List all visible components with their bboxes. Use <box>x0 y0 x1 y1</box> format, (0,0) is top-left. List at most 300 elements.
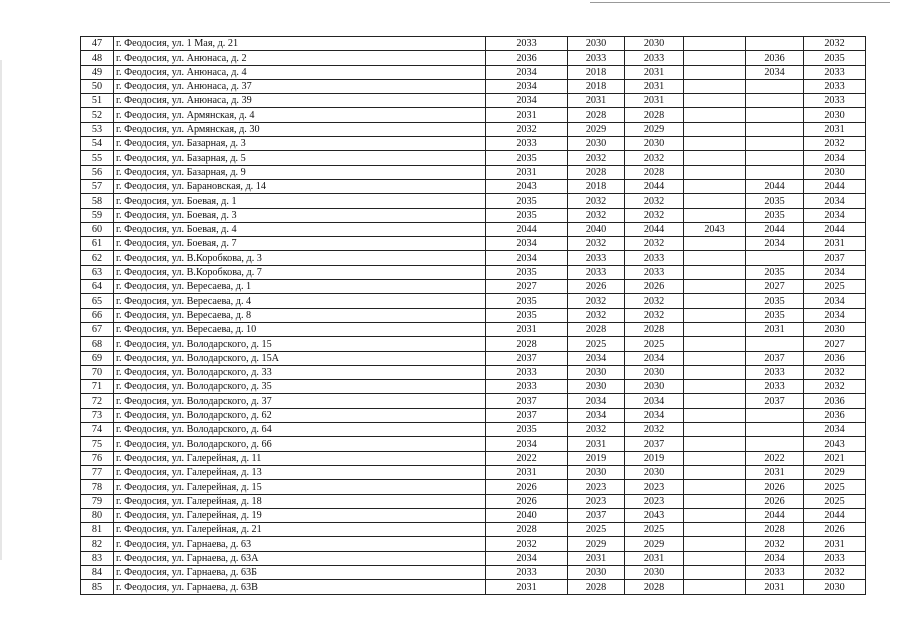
table-row <box>81 265 866 279</box>
table-row <box>81 322 866 336</box>
table-row <box>81 380 866 394</box>
address-cell: г. Феодосия, ул. Анюнаса, д. 2 <box>114 51 486 65</box>
year-col-3: 2032 <box>625 237 684 251</box>
year-col-5 <box>746 408 804 422</box>
year-col-5: 2031 <box>746 580 804 594</box>
year-col-6: 2025 <box>804 480 866 494</box>
year-col-2: 2040 <box>568 222 625 236</box>
year-col-3: 2023 <box>625 480 684 494</box>
row-number: 54 <box>81 137 114 151</box>
year-col-1: 2027 <box>486 280 568 294</box>
year-col-4 <box>684 437 746 451</box>
year-col-4 <box>684 137 746 151</box>
year-col-5 <box>746 423 804 437</box>
year-col-4 <box>684 108 746 122</box>
year-col-2: 2030 <box>568 565 625 579</box>
year-col-2: 2031 <box>568 551 625 565</box>
year-col-2: 2030 <box>568 37 625 51</box>
row-number: 65 <box>81 294 114 308</box>
year-col-5: 2026 <box>746 480 804 494</box>
table-row <box>81 294 866 308</box>
year-col-3: 2043 <box>625 508 684 522</box>
year-col-4 <box>684 280 746 294</box>
year-col-2: 2033 <box>568 251 625 265</box>
year-col-3: 2034 <box>625 394 684 408</box>
year-col-5 <box>746 37 804 51</box>
year-col-5: 2044 <box>746 179 804 193</box>
year-col-6: 2033 <box>804 551 866 565</box>
table-row <box>81 94 866 108</box>
table-row <box>81 165 866 179</box>
table-row <box>81 37 866 51</box>
year-col-2: 2026 <box>568 280 625 294</box>
year-col-6: 2031 <box>804 537 866 551</box>
year-col-6: 2032 <box>804 37 866 51</box>
year-col-5 <box>746 165 804 179</box>
year-col-6: 2032 <box>804 365 866 379</box>
year-col-5: 2035 <box>746 265 804 279</box>
table-row <box>81 337 866 351</box>
year-col-4: 2043 <box>684 222 746 236</box>
year-col-1: 2034 <box>486 65 568 79</box>
year-col-6: 2037 <box>804 251 866 265</box>
year-col-3: 2026 <box>625 280 684 294</box>
table-row <box>81 423 866 437</box>
year-col-6: 2031 <box>804 122 866 136</box>
year-col-5: 2037 <box>746 394 804 408</box>
address-cell: г. Феодосия, ул. Базарная, д. 9 <box>114 165 486 179</box>
year-col-2: 2034 <box>568 408 625 422</box>
row-number: 77 <box>81 465 114 479</box>
year-col-6: 2030 <box>804 580 866 594</box>
year-col-4 <box>684 151 746 165</box>
year-col-4 <box>684 251 746 265</box>
row-number: 82 <box>81 537 114 551</box>
row-number: 69 <box>81 351 114 365</box>
year-col-6: 2034 <box>804 423 866 437</box>
table-row <box>81 151 866 165</box>
row-number: 75 <box>81 437 114 451</box>
year-col-2: 2032 <box>568 151 625 165</box>
year-col-3: 2031 <box>625 94 684 108</box>
row-number: 57 <box>81 179 114 193</box>
year-col-3: 2031 <box>625 79 684 93</box>
year-col-5: 2035 <box>746 194 804 208</box>
year-col-2: 2018 <box>568 179 625 193</box>
year-col-1: 2040 <box>486 508 568 522</box>
year-col-2: 2030 <box>568 137 625 151</box>
row-number: 47 <box>81 37 114 51</box>
address-cell: г. Феодосия, ул. Вересаева, д. 10 <box>114 322 486 336</box>
year-col-2: 2032 <box>568 308 625 322</box>
year-col-5: 2044 <box>746 508 804 522</box>
year-col-4 <box>684 294 746 308</box>
row-number: 61 <box>81 237 114 251</box>
table-row <box>81 194 866 208</box>
address-cell: г. Феодосия, ул. Володарского, д. 66 <box>114 437 486 451</box>
year-col-4 <box>684 465 746 479</box>
year-col-4 <box>684 94 746 108</box>
year-col-5: 2035 <box>746 294 804 308</box>
year-col-2: 2034 <box>568 351 625 365</box>
year-col-3: 2030 <box>625 37 684 51</box>
year-col-5 <box>746 137 804 151</box>
year-col-6: 2035 <box>804 51 866 65</box>
year-col-2: 2034 <box>568 394 625 408</box>
address-cell: г. Феодосия, ул. Галерейная, д. 15 <box>114 480 486 494</box>
row-number: 53 <box>81 122 114 136</box>
year-col-3: 2028 <box>625 580 684 594</box>
row-number: 76 <box>81 451 114 465</box>
address-cell: г. Феодосия, ул. Барановская, д. 14 <box>114 179 486 193</box>
year-col-4 <box>684 37 746 51</box>
year-col-4 <box>684 451 746 465</box>
year-col-4 <box>684 308 746 322</box>
year-col-3: 2031 <box>625 551 684 565</box>
address-cell: г. Феодосия, ул. Володарского, д. 15А <box>114 351 486 365</box>
row-number: 79 <box>81 494 114 508</box>
year-col-2: 2025 <box>568 523 625 537</box>
address-cell: г. Феодосия, ул. Анюнаса, д. 39 <box>114 94 486 108</box>
year-col-1: 2031 <box>486 580 568 594</box>
year-col-5: 2032 <box>746 537 804 551</box>
year-col-4 <box>684 537 746 551</box>
table-row <box>81 179 866 193</box>
year-col-5: 2022 <box>746 451 804 465</box>
year-col-4 <box>684 179 746 193</box>
year-col-1: 2028 <box>486 337 568 351</box>
year-col-3: 2032 <box>625 294 684 308</box>
year-col-6: 2030 <box>804 108 866 122</box>
year-col-6: 2034 <box>804 194 866 208</box>
year-col-5 <box>746 79 804 93</box>
year-col-6: 2025 <box>804 280 866 294</box>
year-col-1: 2035 <box>486 194 568 208</box>
address-cell: г. Феодосия, ул. В.Коробкова, д. 7 <box>114 265 486 279</box>
table-row <box>81 408 866 422</box>
table-row <box>81 465 866 479</box>
year-col-6: 2031 <box>804 237 866 251</box>
year-col-2: 2032 <box>568 237 625 251</box>
address-cell: г. Феодосия, ул. Вересаева, д. 4 <box>114 294 486 308</box>
year-col-6: 2044 <box>804 508 866 522</box>
row-number: 63 <box>81 265 114 279</box>
year-col-2: 2032 <box>568 194 625 208</box>
address-cell: г. Феодосия, ул. Володарского, д. 64 <box>114 423 486 437</box>
year-col-2: 2032 <box>568 423 625 437</box>
year-col-3: 2030 <box>625 137 684 151</box>
year-col-2: 2031 <box>568 437 625 451</box>
year-col-6: 2029 <box>804 465 866 479</box>
year-col-1: 2022 <box>486 451 568 465</box>
year-col-1: 2034 <box>486 79 568 93</box>
year-col-5 <box>746 108 804 122</box>
address-cell: г. Феодосия, ул. Боевая, д. 3 <box>114 208 486 222</box>
year-col-1: 2044 <box>486 222 568 236</box>
year-col-5 <box>746 122 804 136</box>
row-number: 72 <box>81 394 114 408</box>
row-number: 50 <box>81 79 114 93</box>
row-number: 58 <box>81 194 114 208</box>
year-col-6: 2036 <box>804 394 866 408</box>
year-col-4 <box>684 508 746 522</box>
year-col-3: 2023 <box>625 494 684 508</box>
year-col-4 <box>684 122 746 136</box>
year-col-5: 2027 <box>746 280 804 294</box>
year-col-5: 2031 <box>746 465 804 479</box>
year-col-1: 2032 <box>486 537 568 551</box>
table-row <box>81 537 866 551</box>
table-row <box>81 523 866 537</box>
table-row <box>81 351 866 365</box>
row-number: 52 <box>81 108 114 122</box>
year-col-3: 2031 <box>625 65 684 79</box>
address-cell: г. Феодосия, ул. Гарнаева, д. 63 <box>114 537 486 551</box>
table-row <box>81 308 866 322</box>
address-cell: г. Феодосия, ул. Базарная, д. 3 <box>114 137 486 151</box>
year-col-5: 2026 <box>746 494 804 508</box>
year-col-1: 2026 <box>486 480 568 494</box>
table-row <box>81 365 866 379</box>
year-col-4 <box>684 65 746 79</box>
address-cell: г. Феодосия, ул. Армянская, д. 30 <box>114 122 486 136</box>
address-cell: г. Феодосия, ул. 1 Мая, д. 21 <box>114 37 486 51</box>
row-number: 83 <box>81 551 114 565</box>
year-col-6: 2033 <box>804 79 866 93</box>
address-cell: г. Феодосия, ул. Володарского, д. 35 <box>114 380 486 394</box>
year-col-2: 2029 <box>568 122 625 136</box>
year-col-1: 2033 <box>486 37 568 51</box>
row-number: 81 <box>81 523 114 537</box>
year-col-4 <box>684 494 746 508</box>
year-col-1: 2034 <box>486 551 568 565</box>
year-col-6: 2044 <box>804 222 866 236</box>
year-col-1: 2043 <box>486 179 568 193</box>
year-col-5: 2028 <box>746 523 804 537</box>
table-row <box>81 222 866 236</box>
year-col-6: 2030 <box>804 165 866 179</box>
year-col-2: 2030 <box>568 380 625 394</box>
year-col-2: 2018 <box>568 65 625 79</box>
year-col-6: 2036 <box>804 408 866 422</box>
year-col-4 <box>684 208 746 222</box>
address-cell: г. Феодосия, ул. Володарского, д. 37 <box>114 394 486 408</box>
address-cell: г. Феодосия, ул. Боевая, д. 4 <box>114 222 486 236</box>
year-col-1: 2035 <box>486 265 568 279</box>
address-cell: г. Феодосия, ул. Вересаева, д. 1 <box>114 280 486 294</box>
year-col-6: 2034 <box>804 151 866 165</box>
year-col-5: 2044 <box>746 222 804 236</box>
table-row <box>81 122 866 136</box>
row-number: 70 <box>81 365 114 379</box>
year-col-1: 2035 <box>486 423 568 437</box>
row-number: 51 <box>81 94 114 108</box>
housing-table <box>80 36 866 595</box>
year-col-3: 2025 <box>625 337 684 351</box>
table-row <box>81 51 866 65</box>
year-col-4 <box>684 523 746 537</box>
year-col-4 <box>684 322 746 336</box>
table-row <box>81 494 866 508</box>
year-col-1: 2031 <box>486 465 568 479</box>
year-col-2: 2018 <box>568 79 625 93</box>
year-col-4 <box>684 51 746 65</box>
year-col-3: 2032 <box>625 208 684 222</box>
row-number: 71 <box>81 380 114 394</box>
year-col-2: 2030 <box>568 465 625 479</box>
year-col-4 <box>684 265 746 279</box>
table-row <box>81 65 866 79</box>
table-row <box>81 280 866 294</box>
year-col-1: 2033 <box>486 365 568 379</box>
row-number: 78 <box>81 480 114 494</box>
year-col-3: 2030 <box>625 380 684 394</box>
year-col-2: 2023 <box>568 480 625 494</box>
year-col-4 <box>684 194 746 208</box>
year-col-5: 2031 <box>746 322 804 336</box>
year-col-2: 2037 <box>568 508 625 522</box>
year-col-5: 2037 <box>746 351 804 365</box>
year-col-5: 2034 <box>746 65 804 79</box>
year-col-5: 2034 <box>746 237 804 251</box>
year-col-3: 2033 <box>625 51 684 65</box>
table-row <box>81 251 866 265</box>
year-col-5 <box>746 94 804 108</box>
year-col-4 <box>684 580 746 594</box>
row-number: 62 <box>81 251 114 265</box>
year-col-5: 2034 <box>746 551 804 565</box>
year-col-3: 2033 <box>625 265 684 279</box>
year-col-1: 2031 <box>486 165 568 179</box>
row-number: 55 <box>81 151 114 165</box>
year-col-2: 2033 <box>568 265 625 279</box>
year-col-2: 2032 <box>568 208 625 222</box>
year-col-3: 2029 <box>625 537 684 551</box>
row-number: 74 <box>81 423 114 437</box>
year-col-5: 2033 <box>746 380 804 394</box>
year-col-4 <box>684 365 746 379</box>
year-col-4 <box>684 165 746 179</box>
table-row <box>81 508 866 522</box>
table-row <box>81 565 866 579</box>
year-col-2: 2032 <box>568 294 625 308</box>
address-cell: г. Феодосия, ул. Галерейная, д. 13 <box>114 465 486 479</box>
year-col-6: 2034 <box>804 308 866 322</box>
table-row <box>81 208 866 222</box>
year-col-3: 2030 <box>625 465 684 479</box>
year-col-2: 2028 <box>568 322 625 336</box>
row-number: 56 <box>81 165 114 179</box>
year-col-3: 2032 <box>625 308 684 322</box>
page-edge-line <box>590 2 890 3</box>
year-col-5: 2036 <box>746 51 804 65</box>
year-col-5 <box>746 337 804 351</box>
address-cell: г. Феодосия, ул. Галерейная, д. 11 <box>114 451 486 465</box>
year-col-6: 2032 <box>804 565 866 579</box>
row-number: 85 <box>81 580 114 594</box>
address-cell: г. Феодосия, ул. Галерейная, д. 18 <box>114 494 486 508</box>
year-col-1: 2034 <box>486 437 568 451</box>
year-col-3: 2029 <box>625 122 684 136</box>
address-cell: г. Феодосия, ул. Базарная, д. 5 <box>114 151 486 165</box>
year-col-1: 2035 <box>486 294 568 308</box>
table-row <box>81 237 866 251</box>
year-col-1: 2033 <box>486 565 568 579</box>
year-col-6: 2032 <box>804 380 866 394</box>
year-col-1: 2032 <box>486 122 568 136</box>
year-col-3: 2028 <box>625 108 684 122</box>
year-col-4 <box>684 551 746 565</box>
row-number: 80 <box>81 508 114 522</box>
year-col-5: 2035 <box>746 308 804 322</box>
address-cell: г. Феодосия, ул. Боевая, д. 1 <box>114 194 486 208</box>
year-col-3: 2032 <box>625 423 684 437</box>
year-col-2: 2028 <box>568 580 625 594</box>
year-col-6: 2025 <box>804 494 866 508</box>
year-col-5: 2033 <box>746 565 804 579</box>
year-col-4 <box>684 565 746 579</box>
row-number: 84 <box>81 565 114 579</box>
table-row <box>81 137 866 151</box>
year-col-6: 2032 <box>804 137 866 151</box>
year-col-3: 2030 <box>625 365 684 379</box>
address-cell: г. Феодосия, ул. Володарского, д. 33 <box>114 365 486 379</box>
address-cell: г. Феодосия, ул. Гарнаева, д. 63А <box>114 551 486 565</box>
table-row <box>81 394 866 408</box>
year-col-1: 2034 <box>486 237 568 251</box>
table-row <box>81 79 866 93</box>
year-col-3: 2044 <box>625 179 684 193</box>
year-col-2: 2023 <box>568 494 625 508</box>
year-col-5 <box>746 437 804 451</box>
address-cell: г. Феодосия, ул. Вересаева, д. 8 <box>114 308 486 322</box>
table-row <box>81 551 866 565</box>
year-col-1: 2035 <box>486 208 568 222</box>
year-col-4 <box>684 237 746 251</box>
year-col-6: 2033 <box>804 65 866 79</box>
address-cell: г. Феодосия, ул. Гарнаева, д. 63В <box>114 580 486 594</box>
year-col-6: 2034 <box>804 294 866 308</box>
year-col-2: 2031 <box>568 94 625 108</box>
year-col-2: 2025 <box>568 337 625 351</box>
year-col-3: 2025 <box>625 523 684 537</box>
address-cell: г. Феодосия, ул. Боевая, д. 7 <box>114 237 486 251</box>
year-col-3: 2028 <box>625 322 684 336</box>
year-col-1: 2037 <box>486 394 568 408</box>
year-col-6: 2034 <box>804 265 866 279</box>
row-number: 73 <box>81 408 114 422</box>
year-col-3: 2032 <box>625 151 684 165</box>
year-col-1: 2028 <box>486 523 568 537</box>
year-col-1: 2036 <box>486 51 568 65</box>
address-cell: г. Феодосия, ул. Галерейная, д. 19 <box>114 508 486 522</box>
address-cell: г. Феодосия, ул. Гарнаева, д. 63Б <box>114 565 486 579</box>
table-row <box>81 580 866 594</box>
row-number: 64 <box>81 280 114 294</box>
address-cell: г. Феодосия, ул. Галерейная, д. 21 <box>114 523 486 537</box>
year-col-1: 2033 <box>486 380 568 394</box>
year-col-5: 2033 <box>746 365 804 379</box>
year-col-1: 2037 <box>486 351 568 365</box>
year-col-2: 2029 <box>568 537 625 551</box>
address-cell: г. Феодосия, ул. Армянская, д. 4 <box>114 108 486 122</box>
year-col-3: 2037 <box>625 437 684 451</box>
year-col-2: 2028 <box>568 165 625 179</box>
row-number: 66 <box>81 308 114 322</box>
year-col-6: 2021 <box>804 451 866 465</box>
year-col-4 <box>684 79 746 93</box>
year-col-3: 2019 <box>625 451 684 465</box>
